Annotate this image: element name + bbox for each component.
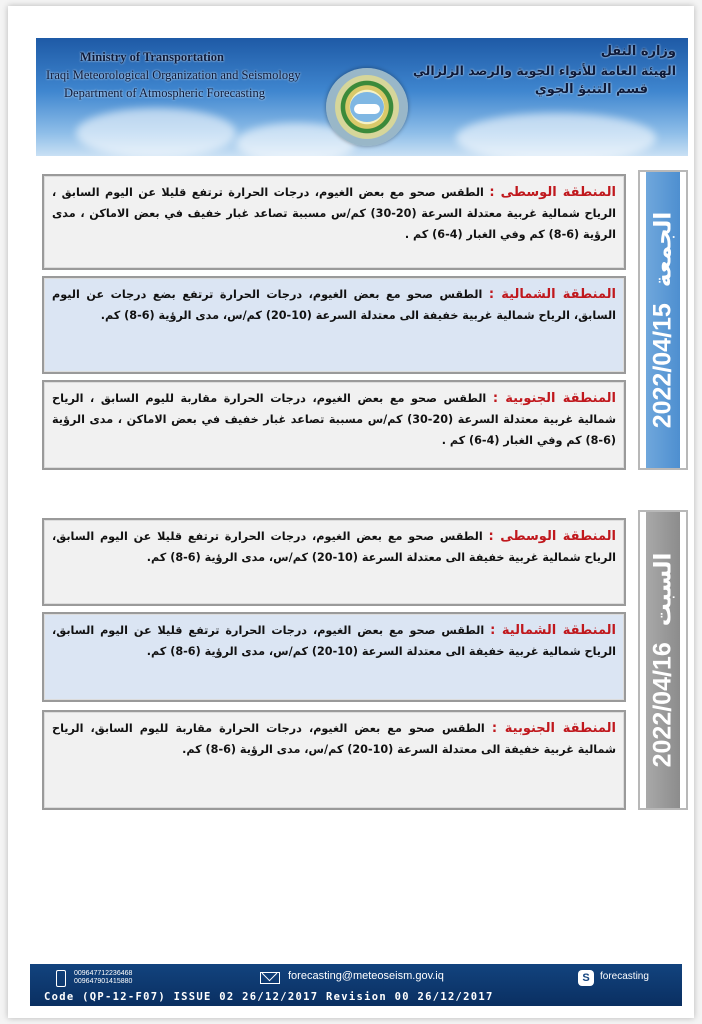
forecast-page <box>8 6 694 1018</box>
region-forecast: الطقس صحو مع بعض الغيوم، درجات الحرارة مقاربة لليوم السابق ، الرياح شمالية غربية معتدلة السرعة (20-30) كم/س مسببة تصاعد غبار خفيف في بعض الاماكن ، مدى الرؤية (6-8) كم وفي الغبار (4-6) كم . <box>52 392 616 447</box>
phone-numbers <box>74 970 132 986</box>
skype-handle[interactable]: forecasting <box>600 971 649 982</box>
region-name: المنطقة الشمالية : <box>490 623 616 638</box>
header-banner <box>36 38 688 156</box>
region-name: المنطقة الجنوبية : <box>492 391 616 406</box>
day-date: 2022/04/15 <box>648 303 677 429</box>
department-name-ar: قسم التنبؤ الجوي <box>534 82 648 97</box>
footer-bar <box>30 964 682 1006</box>
day-name: الجمعة <box>650 211 676 288</box>
day-name: السبت <box>650 552 676 627</box>
header-english-text <box>46 48 301 102</box>
region-central <box>42 518 626 606</box>
contact-email[interactable]: forecasting@meteoseism.gov.iq <box>288 970 444 982</box>
day-block-2 <box>36 510 692 810</box>
region-forecast: الطقس صحو مع بعض الغيوم، درجات الحرارة ترتفع قليلا عن اليوم السابق، الرياح شمالية غربية خفيفة الى معتدلة السرعة (10-20) كم/س، مدى الرؤية (6-8) كم. <box>52 530 616 564</box>
header-arabic-text <box>413 42 676 99</box>
day-date: 2022/04/16 <box>648 642 677 768</box>
region-forecast: الطقس صحو مع بعض الغيوم، درجات الحرارة مقاربة لليوم السابق، الرياح شمالية غربية خفيفة الى معتدلة السرعة (10-20) كم/س، مدى الرؤية (6-8) كم. <box>52 722 616 756</box>
department-name-en: Department of Atmospheric Forecasting <box>64 86 265 100</box>
ministry-name-ar: وزارة النقل <box>600 44 676 59</box>
envelope-icon <box>260 972 280 984</box>
region-south <box>42 380 626 470</box>
organization-name-en: Iraqi Meteorological Organization and Seismology <box>46 68 301 82</box>
region-north <box>42 276 626 374</box>
region-forecast: الطقس صحو مع بعض الغيوم، درجات الحرارة ترتفع بضع درجات عن اليوم السابق، الرياح شمالية غربية خفيفة الى معتدلة السرعة (10-20) كم/س، مدى الرؤية (6-8) كم. <box>52 288 616 322</box>
document-code: Code (QP-12-F07) ISSUE 02 26/12/2017 Revision 00 26/12/2017 <box>44 991 494 1003</box>
skype-icon: S <box>578 970 594 986</box>
region-south <box>42 710 626 810</box>
day-block-1 <box>36 170 692 470</box>
organization-logo-icon <box>326 68 408 146</box>
day-label-2 <box>638 510 688 810</box>
region-central <box>42 174 626 270</box>
organization-name-ar: الهيئة العامة للأنواء الجوية والرصد الزلزالي <box>413 63 676 78</box>
region-forecast: الطقس صحو مع بعض الغيوم، درجات الحرارة ترتفع قليلا عن اليوم السابق، الرياح شمالية غربية خفيفة الى معتدلة السرعة (10-20) كم/س، مدى الرؤية (6-8) كم. <box>52 624 616 658</box>
region-name: المنطقة الوسطى : <box>489 185 616 200</box>
ministry-name-en: Ministry of Transportation <box>80 50 224 64</box>
region-forecast: الطقس صحو مع بعض الغيوم، درجات الحرارة ترتفع قليلا عن اليوم السابق ، الرياح شمالية غربية معتدلة السرعة (20-30) كم/س مسببة تصاعد غبار خفيف في بعض الاماكن ، مدى الرؤية (6-8) كم وفي الغبار (4-6) كم . <box>52 186 616 241</box>
phone-number-1: 009647712236468 <box>74 970 133 977</box>
phone-number-2: 009647901415880 <box>74 978 133 985</box>
region-name: المنطقة الوسطى : <box>488 529 616 544</box>
region-name: المنطقة الشمالية : <box>488 287 616 302</box>
phone-icon <box>56 970 66 987</box>
day-label-1 <box>638 170 688 470</box>
region-name: المنطقة الجنوبية : <box>491 721 616 736</box>
region-north <box>42 612 626 702</box>
